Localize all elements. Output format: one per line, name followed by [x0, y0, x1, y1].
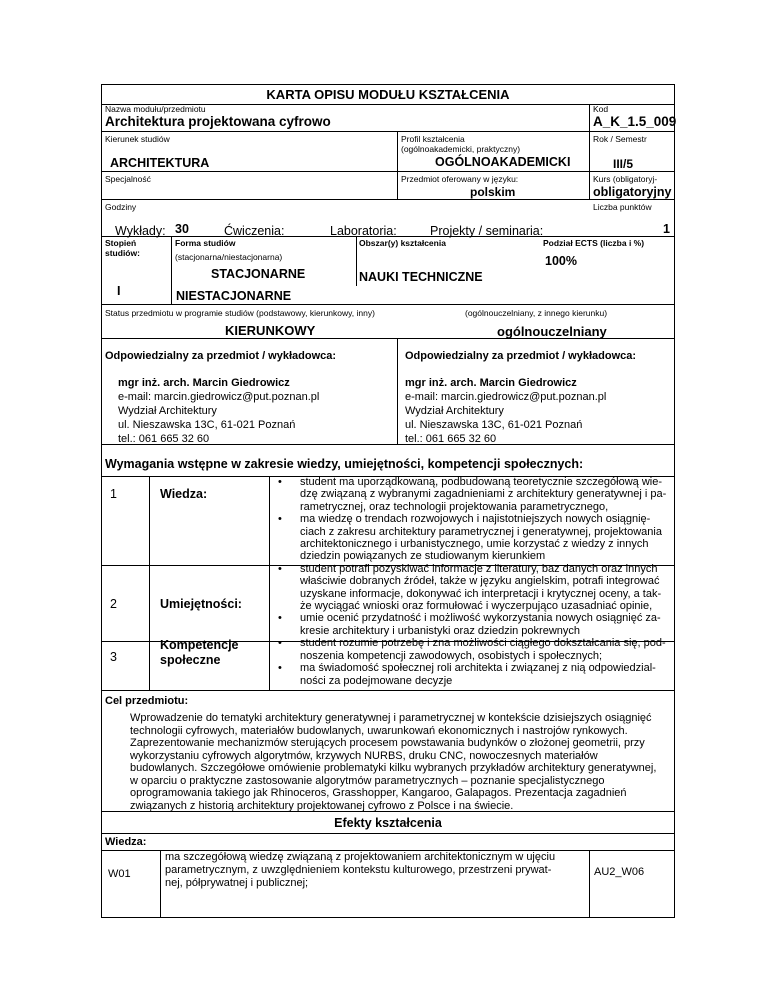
responsible-header: Odpowiedzialny za przedmiot / wykładowca:: [405, 350, 637, 362]
list-item: • ma świadomość społecznej roli architekta i związanej z nią odpowiedzial- ności za podejmowane decyzje: [278, 662, 673, 687]
responsible-header: Odpowiedzialny za przedmiot / wykładowca:: [105, 350, 337, 362]
course-label: Kurs (obligatoryj-: [593, 174, 658, 184]
lecturer-tel: tel.: 061 665 32 60: [405, 433, 497, 445]
effect-code: W01: [108, 868, 131, 880]
list-item: • ma wiedzę o trendach rozwojowych i najistotniejszych nowych osiągnię- ciach z zakresu architektury parametrycznej i generatywnej, projektowania architektonicznego i urbanistycznego, umie korzystać z wiedzy z innych dziedzin powiązanych ze studiowanym kierunkiem: [278, 513, 673, 563]
module-code: A_K_1.5_009: [593, 114, 677, 129]
form-nonstationary: NIESTACJONARNE: [176, 289, 292, 303]
lecturer-address: ul. Nieszawska 13C, 61-021 Poznań: [118, 419, 296, 431]
status-label2: (ogólnouczelniany, z innego kierunku): [465, 308, 608, 318]
area-label: Obszar(y) kształcenia: [359, 238, 446, 248]
req-num-1: 1: [110, 487, 117, 501]
goal-text: Wprowadzenie do tematyki architektury generatywnej i parametrycznej w kontekście dzisiejszych osiągnięć technologii cyfrowych, materiałów budowlanych, uwarunkowań ekonomicznych i nastrojów rynkowych. Zaprezentowanie mechanizmów sterujących procesem powstawania budynków o złożonej geometrii, przy wykorzystaniu cyfrowych algorytmów, krzywych NURBS, druku CNC, nowoczesnych materiałów budowlanych. Szczegółowe omówienie problematyki kilku wybranych przykładów architektury generatywnej, w oparciu o praktyczne zastosowanie algorytmów parametrycznych – poznanie specjalistycznego oprogramowania takiego jak Rhinoceros, Grasshopper, Kangaroo, Galapagos. Prezentacja zagadnień związanych z historią architektury projektowanej cyfrowo z Polsce i na świecie.: [130, 712, 657, 812]
lecturer-email: e-mail: marcin.giedrowicz@put.poznan.pl: [118, 391, 320, 403]
exercises-label: Ćwiczenia:: [224, 224, 285, 238]
divider: [397, 338, 398, 445]
lectures-label: Wykłady:: [115, 224, 166, 238]
effect-text: ma szczegółową wiedzę związaną z projektowaniem architektonicznym w ujęciu parametrycznym, z uwzględnieniem kontekstu kulturowego, przestrzeni prywat- nej, półprywatnej i publicznej;: [165, 851, 556, 889]
lectures-value: 30: [175, 222, 189, 236]
status-label: Status przedmiotu w programie studiów (podstawowy, kierunkowy, inny): [105, 308, 375, 318]
year-value: III/5: [613, 157, 634, 171]
lecturer-name: mgr inż. arch. Marcin Giedrowicz: [405, 377, 577, 389]
req-num-2: 2: [110, 597, 117, 611]
divider: [269, 476, 270, 691]
lecturer-address: ul. Nieszawska 13C, 61-021 Poznań: [405, 419, 583, 431]
direction-label: Kierunek studiów: [105, 134, 170, 144]
knowledge-label: Wiedza:: [105, 836, 147, 848]
list-item: • umie ocenić przydatność i możliwość wykorzystania nowych osiągnięć za- kresie architektury i urbanistyki oraz dziedzin pokrewnych: [278, 612, 673, 637]
points-label: Liczba punktów: [593, 202, 652, 212]
projects-label: Projekty / seminaria:: [430, 224, 544, 238]
course-value: obligatoryjny: [593, 185, 672, 199]
divider: [149, 476, 150, 691]
list-item: • student potrafi pozyskiwać informacje z literatury, baz danych oraz innych właściwie dobranych źródeł, także w języku angielskim, potrafi integrować uzyskane informacje, dokonywać ich interpretacji i krytycznej oceny, a tak- że wyciągać wnioski oraz formułować i wyczerpująco uzasadniać opinie,: [278, 563, 673, 613]
code-label: Kod: [593, 104, 609, 114]
direction-value: ARCHITEKTURA: [110, 156, 210, 170]
lecturer-name: mgr inż. arch. Marcin Giedrowicz: [118, 377, 290, 389]
area-value: NAUKI TECHNICZNE: [359, 270, 483, 284]
lecturer-email: e-mail: marcin.giedrowicz@put.poznan.pl: [405, 391, 607, 403]
divider: [356, 236, 357, 286]
divider: [101, 199, 675, 200]
goal-title: Cel przedmiotu:: [105, 695, 189, 707]
status-value2: ogólnouczelniany: [497, 324, 607, 339]
requirements-bullets: [278, 476, 673, 687]
ects-label: Podział ECTS (liczba i %): [543, 238, 645, 248]
language-value: polskim: [470, 185, 516, 199]
specialty-label: Specjalność: [105, 174, 151, 184]
module-name-label: Nazwa modułu/przedmiotu: [105, 104, 206, 114]
ects-value: 100%: [545, 254, 577, 268]
req-num-3: 3: [110, 650, 117, 664]
labs-label: Laboratoria:: [330, 224, 397, 238]
degree-value: I: [117, 284, 121, 298]
lecturer-dept: Wydział Architektury: [405, 405, 504, 417]
form-label: Forma studiów: [175, 238, 236, 248]
divider: [397, 171, 398, 199]
module-name: Architektura projektowana cyfrowo: [105, 114, 331, 129]
page-title: KARTA OPISU MODUŁU KSZTAŁCENIA: [266, 87, 510, 102]
list-item: • student ma uporządkowaną, podbudowaną teoretycznie szczegółową wie- dzę związaną z wybranymi zagadnieniami z architektury generatywnej i pa- rametrycznej, oraz technologii projektowania parametrycznego,: [278, 476, 673, 513]
language-label: Przedmiot oferowany w języku:: [401, 174, 519, 184]
lecturer-dept: Wydział Architektury: [118, 405, 217, 417]
requirements-title: Wymagania wstępne w zakresie wiedzy, umiejętności, kompetencji społecznych:: [105, 457, 584, 471]
lecturer-tel: tel.: 061 665 32 60: [118, 433, 210, 445]
divider: [101, 236, 675, 237]
effects-title: Efekty kształcenia: [334, 816, 442, 830]
list-item: • student rozumie potrzebę i zna możliwości ciągłego dokształcania się, pod- noszenia kompetencji zawodowych, osobistych i społecznych;: [278, 637, 673, 662]
degree-label: Stopień studiów:: [105, 238, 140, 258]
profile-label: Profil kształcenia (ogólnoakademicki, praktyczny): [401, 134, 521, 154]
divider: [160, 850, 161, 918]
divider: [589, 104, 590, 131]
effect-ref: AU2_W06: [594, 866, 645, 878]
form-hint: (stacjonarna/niestacjonarna): [175, 252, 283, 262]
divider: [101, 304, 675, 305]
hours-label: Godziny: [105, 202, 137, 212]
divider: [171, 236, 172, 304]
req-label-skills: Umiejętności:: [160, 597, 242, 611]
divider: [589, 171, 590, 199]
points-value: 1: [663, 222, 670, 236]
req-label-knowledge: Wiedza:: [160, 487, 208, 501]
year-label: Rok / Semestr: [593, 134, 647, 144]
form-stationary: STACJONARNE: [211, 267, 306, 281]
profile-value: OGÓLNOAKADEMICKI: [435, 155, 571, 169]
req-label-competences: Kompetencje społeczne: [160, 638, 239, 667]
divider: [589, 131, 590, 171]
status-value: KIERUNKOWY: [225, 323, 316, 338]
divider: [397, 131, 398, 171]
